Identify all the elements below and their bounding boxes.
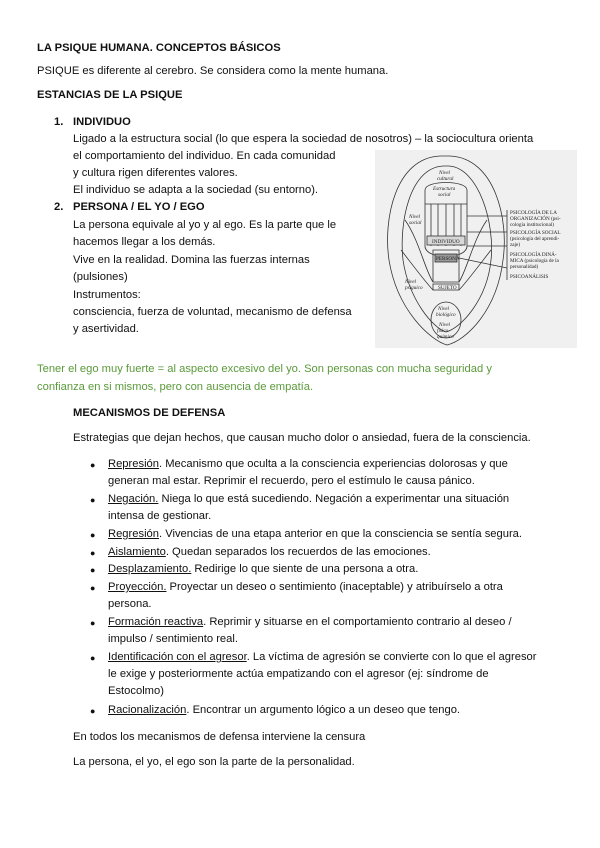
- figure-label: INDIVIDUO: [432, 239, 460, 245]
- figure-label: físico-: [437, 328, 450, 334]
- item-line: y asertividad.: [73, 323, 139, 335]
- bullet-icon: ●: [90, 530, 96, 540]
- list-item-continuation: intensa de gestionar.: [108, 510, 212, 522]
- list-item-continuation: persona.: [108, 598, 152, 610]
- list-item: [108, 544, 431, 562]
- list-item-continuation: generan mal estar. Reprimir el recuerdo, pero el estímulo le causa pánico.: [108, 475, 475, 487]
- intro-text: PSIQUE es diferente al cerebro. Se considera como la mente humana.: [37, 65, 389, 77]
- figure-side-labels: [510, 208, 561, 280]
- closing-line: En todos los mecanismos de defensa interviene la censura: [73, 731, 366, 743]
- mechanism-text: . La víctima de agresión se convierte con lo que el agresor: [246, 651, 537, 663]
- mechanism-term: Negación.: [108, 493, 159, 505]
- mechanism-text: Redirige lo que siente de una persona a otra.: [191, 563, 419, 575]
- mechanism-term: Racionalización: [108, 704, 187, 716]
- item-line: Instrumentos:: [73, 289, 141, 301]
- bullet-icon: ●: [90, 618, 96, 628]
- mechanism-text: . Vivencias de una etapa anterior en que la consciencia se sentía segura.: [159, 528, 523, 540]
- item-heading-persona: PERSONA / EL YO / EGO: [73, 201, 205, 213]
- item-line: Vive en la realidad. Domina las fuerzas internas: [73, 254, 310, 266]
- list-item: [108, 649, 536, 667]
- figure-side-label: PSICOANÁLISIS: [510, 274, 549, 280]
- mechanism-text: . Mecanismo que oculta a la consciencia experiencias dolorosas y que: [159, 458, 508, 470]
- figure-side-label: zaje): [510, 242, 521, 248]
- item-line: (pulsiones): [73, 271, 128, 283]
- figure-side-label: personalidad): [510, 264, 539, 270]
- list-item: [108, 561, 418, 579]
- ego-note-line: Tener el ego muy fuerte = al aspecto excesivo del yo. Son personas con mucha seguridad y: [37, 363, 492, 375]
- figure-label: Nivel: [439, 170, 450, 176]
- figure-side-label: PSICOLOGÍA SOCIAL: [510, 230, 561, 236]
- mechanism-term: Aislamiento: [108, 546, 166, 558]
- figure-label: Nivel: [409, 214, 420, 220]
- bullet-icon: ●: [90, 706, 96, 716]
- item-number: 2.: [54, 201, 64, 213]
- list-item: [108, 456, 508, 474]
- mechanisms-intro: Estrategias que dejan hechos, que causan mucho dolor o ansiedad, fuera de la consciencia.: [73, 432, 531, 444]
- mechanism-text: Niega lo que está sucediendo. Negación a experimentar una situación: [158, 493, 510, 505]
- figure-label: cultural: [437, 176, 454, 182]
- item-heading-individuo: INDIVIDUO: [73, 116, 131, 128]
- bullet-icon: ●: [90, 583, 96, 593]
- figure-side-label: cología institucional): [510, 222, 554, 228]
- mechanism-term: Regresión: [108, 528, 159, 540]
- mechanisms-heading: MECANISMOS DE DEFENSA: [73, 407, 226, 419]
- item-line: La persona equivale al yo y al ego. Es la parte que le: [73, 219, 337, 231]
- estancias-heading: ESTANCIAS DE LA PSIQUE: [37, 89, 183, 101]
- item-line: hacemos llegar a los demás.: [73, 236, 216, 248]
- list-item: [108, 526, 522, 544]
- figure-label: químico: [437, 334, 454, 340]
- figure-side-label: ORGANIZACIÓN (psi-: [510, 216, 561, 222]
- bullet-icon: ●: [90, 460, 96, 470]
- mechanism-text: . Reprimir y situarse en el comportamiento contrario al deseo /: [203, 616, 512, 628]
- figure-label: psíquico: [405, 285, 423, 291]
- figure-label: Nivel: [405, 279, 416, 285]
- figure-label: Nivel: [438, 306, 449, 312]
- item-line: consciencia, fuerza de voluntad, mecanismo de defensa: [73, 306, 352, 318]
- item-line: El individuo se adapta a la sociedad (su entorno).: [73, 184, 319, 196]
- figure-side-label: PSICOLOGÍA DINÁ-: [510, 252, 557, 258]
- list-item: [108, 491, 509, 509]
- list-item-continuation: le exige y posteriormente actúa empatizando con el agresor (ej: síndrome de: [108, 668, 489, 680]
- psyche-diagram-image: [375, 150, 577, 348]
- figure-side-label: PSICOLOGÍA DE LA: [510, 210, 557, 216]
- figure-label: SUJETO: [438, 285, 457, 291]
- figure-side-label: (psicología del aprendi-: [510, 236, 560, 242]
- item-line: el comportamiento del individuo. En cada comunidad: [73, 150, 336, 162]
- bullet-icon: ●: [90, 565, 96, 575]
- figure-label: social: [409, 220, 422, 226]
- list-item-continuation: impulso / sentimiento real.: [108, 633, 238, 645]
- mechanism-term: Formación reactiva: [108, 616, 204, 628]
- item-number: 1.: [54, 116, 64, 128]
- mechanism-text: Proyectar un deseo o sentimiento (inaceptable) y atribuírselo a otra: [166, 581, 503, 593]
- bullet-icon: ●: [90, 548, 96, 558]
- psyche-diagram-svg: [375, 150, 577, 348]
- list-item: [108, 579, 503, 597]
- list-item-continuation: Estocolmo): [108, 685, 164, 697]
- ego-note-line: confianza en si mismos, pero con ausencia de empatía.: [37, 381, 314, 393]
- figure-label: biológico: [436, 312, 456, 318]
- list-item: [108, 614, 512, 632]
- closing-line: La persona, el yo, el ego son la parte de la personalidad.: [73, 756, 355, 768]
- mechanism-text: . Encontrar un argumento lógico a un deseo que tengo.: [186, 704, 461, 716]
- figure-label: PERSONA: [436, 256, 460, 262]
- bullet-icon: ●: [90, 653, 96, 663]
- page-title: LA PSIQUE HUMANA. CONCEPTOS BÁSICOS: [37, 42, 281, 54]
- figure-label: Estructura: [433, 186, 456, 192]
- figure-label: Nivel: [439, 322, 450, 328]
- list-item: [108, 702, 460, 720]
- mechanism-text: . Quedan separados los recuerdos de las emociones.: [165, 546, 431, 558]
- mechanism-term: Represión: [108, 458, 159, 470]
- figure-label: social: [438, 192, 451, 198]
- figure-side-label: MICA (psicología de la: [510, 258, 559, 264]
- mechanism-term: Desplazamiento.: [108, 563, 192, 575]
- mechanism-term: Proyección.: [108, 581, 167, 593]
- item-line: y cultura rigen diferentes valores.: [73, 167, 238, 179]
- bullet-icon: ●: [90, 495, 96, 505]
- item-line: Ligado a la estructura social (lo que espera la sociedad de nosotros) – la sociocultura orienta: [73, 133, 534, 145]
- mechanism-term: Identificación con el agresor: [108, 651, 247, 663]
